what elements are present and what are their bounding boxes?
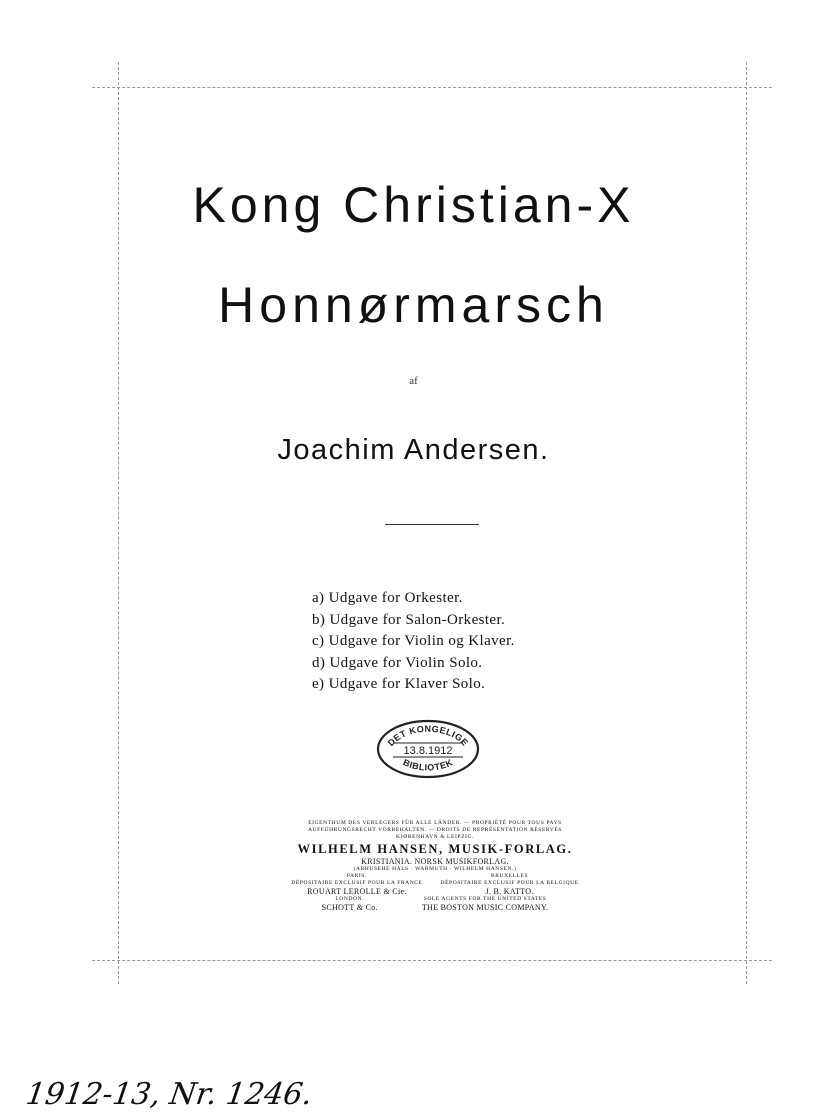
london-city: LONDON.	[335, 896, 365, 902]
agents-row-1	[240, 873, 630, 896]
paris-city: PARIS.	[346, 873, 367, 879]
rights-line-1: EIGENTHUM DES VERLEGERS FÜR ALLE LÄNDER. — PROPRIÉTÉ POUR TOUS PAYS	[308, 820, 562, 826]
brussels-city: BRUXELLES	[491, 873, 529, 879]
kristiania-note: (ABHUSEHE HALS · WARMUTH · WILHELM HANSEN.)	[353, 866, 517, 872]
brussels-note: DÉPOSITAIRE EXCLUSIF POUR LA BELGIQUE	[440, 880, 579, 886]
paris-note: DÉPOSITAIRE EXCLUSIF POUR LA FRANCE	[291, 880, 423, 886]
edition-item: b) Udgave for Salon-Orkester.	[312, 611, 506, 628]
london-agent: SCHOTT & Co.	[321, 903, 378, 912]
kristiania-publisher: KRISTIANIA. NORSK MUSIKFORLAG.	[361, 857, 509, 866]
svg-text:BIBLIOTEK	[402, 757, 455, 772]
title-line-1: Kong Christian-X	[192, 177, 635, 233]
rights-line-2: AUFFÜHRUNGSRECHT VORBEHALTEN. — DROITS DE REPRÉSENTATION RÉSERVÉS	[308, 827, 562, 833]
edition-item: a) Udgave for Orkester.	[312, 590, 463, 606]
us-note: SOLE AGENTS FOR THE UNITED STATES	[423, 896, 547, 902]
edition-item: e) Udgave for Klaver Solo.	[312, 676, 486, 692]
stamp-top-text: DET KONGELIGE	[385, 723, 471, 749]
title-line-2: Honnørmarsch	[218, 277, 609, 333]
frame-line-top	[92, 87, 772, 88]
publisher-imprint	[240, 820, 630, 912]
publisher-cities: KJØBENHAVN & LEIPZIG.	[395, 834, 475, 840]
brussels-agent: J. B. KATTO.	[485, 887, 534, 896]
accession-number: 1912-13, Nr. 1246.	[23, 1077, 315, 1112]
agents-row-2	[240, 896, 630, 912]
us-agent: THE BOSTON MUSIC COMPANY.	[421, 903, 549, 912]
edition-item: d) Udgave for Violin Solo.	[312, 654, 483, 671]
frame-line-bottom	[92, 960, 772, 961]
publisher-name: WILHELM HANSEN, MUSIK-FORLAG.	[297, 842, 573, 856]
paris-agent: ROUART LEROLLE & Cie.	[307, 887, 407, 896]
composer-name: Joachim Andersen.	[277, 434, 550, 466]
library-stamp	[375, 718, 481, 780]
divider	[385, 524, 479, 525]
stamp-bottom-text: BIBLIOTEK	[401, 757, 455, 773]
handwritten-accession-note	[23, 1068, 315, 1114]
by-label: af	[409, 375, 418, 387]
editions-list	[312, 588, 515, 696]
stamp-date: 13.8.1912	[403, 745, 453, 757]
edition-item: c) Udgave for Violin og Klaver.	[312, 633, 515, 649]
